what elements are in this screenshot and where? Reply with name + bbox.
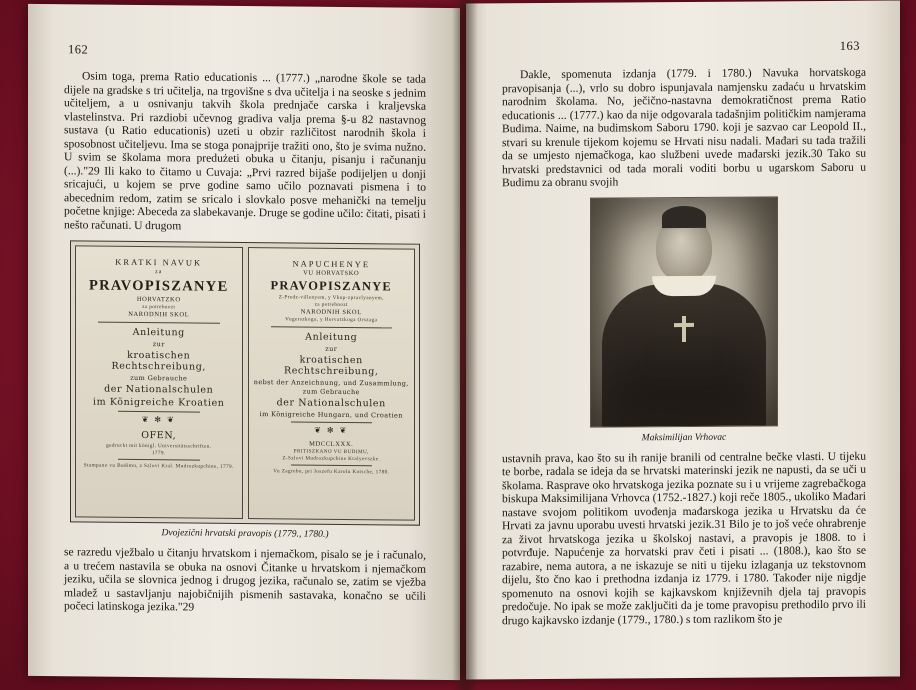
fac-left-german-line2: zur — [152, 340, 165, 349]
right-page-folio: 163 — [839, 38, 860, 53]
fac-right-line4: Z-Predz-villenyem, y Vkup-zpravlyanyem, — [278, 294, 384, 302]
fac-left-line4: HORVATZKO — [136, 295, 181, 304]
left-page — [28, 4, 460, 680]
fac-right-german-line1: Anleitung — [305, 331, 358, 344]
fac-right-imprint-press: Z-Szlovi Mudrozkupchine Kralyevszke. — [282, 455, 381, 463]
fac-left-german-line3: kroatischen Rechtschreibung, — [111, 349, 207, 373]
fac-right-line3: PRAVOPISZANYE — [270, 278, 392, 294]
fac-right-german-line3: kroatischen Rechtschreibung, — [283, 354, 379, 378]
fac-left-line3: PRAVOPISZANYE — [88, 277, 229, 295]
fac-right-german-line7: im Königreiche Hungarn, und Croatien — [259, 410, 403, 420]
fac-left-german-line1: Anleitung — [132, 326, 185, 339]
fac-right-imprint-place: PRITISZKANO VU BUDIMU, — [293, 448, 369, 456]
open-book — [14, 0, 904, 690]
fac-right-line6: NARODNIH SKOL — [300, 308, 362, 317]
fac-right-german-line2: zur — [325, 344, 338, 353]
fac-right-german-line6: der Nationalschulen — [276, 397, 386, 410]
fac-left-imprint-press: gedruckt mit königl. Universitätsschriften. — [106, 442, 212, 450]
fac-right-ornament-icon: ❦ ✻ ❦ — [314, 425, 349, 436]
fac-left-german-line5: der Nationalschulen — [104, 383, 214, 396]
fac-left-german-line4: zum Gebrauche — [130, 373, 188, 383]
fac-right-line5: za potrebnozt — [314, 301, 348, 308]
fac-left-ornament-icon: ❦ ✻ ❦ — [141, 415, 176, 425]
fac-right-footline: Vu Zagrebu, pri Joszefu Karolu Kotsche, 1780. — [273, 468, 390, 476]
fac-right-german-line5: zum Gebrauche — [302, 387, 360, 397]
right-page — [466, 0, 900, 679]
portrait-caption: Maksimilijan Vrhovac — [641, 431, 727, 443]
fac-right-line2: VU HORVATSKO — [303, 269, 360, 278]
left-paragraph-1: Osim toga, prema Ratio educationis ... (1777.) „narodne škole se tada dijele na gradske s tri učitelja, na trgovišne s dva učitelja i na seoske s jednim učiteljem, a u osnivanju takvih škola prednjače carska i kraljevska vlastelinstva. Pri razdiobi učevnog gradiva valja prema §-u 82 nastavnog sustava (u Ratio educationis) uzeti u obzir različitost narodnih škola i sposobnost učiteljevu. Ima se stoga ponajprije tražiti ono, što je svima nužno. U svim se školama mora predużeti obuka u čitanju, pisanju i računanju (...)."29 Ili kako to čitamo u Cuvaja: „Prvi razred bijaše podijeljen u donji sricajući, u kojem se prve godine samo učilo poznavati pismena i to abecednim redom, zatim se sricalo i slovkalo posve mehanički na temelju početne knjige: Abeceda za slabekavanje. Druge se godine učilo: čitati, pisati i nešto računati. U drugom — [64, 69, 426, 232]
fac-left-line6: NARODNIH SKOL — [128, 310, 190, 319]
facsimile-caption: Dvojezični hrvatski pravopis (1779., 1780.) — [161, 527, 329, 540]
portrait-vignette — [591, 197, 777, 426]
fac-left-line5: za potrebnozt — [142, 304, 176, 311]
fac-left-imprint-year: 1779. — [151, 450, 166, 457]
fac-left-line2: za — [155, 269, 163, 276]
fac-left-line1: KRATKI NAVUK — [115, 256, 203, 268]
right-paragraph-2: ustavnih prava, kao što su ih ranije branili od centralne bečke vlasti. U tijeku te borbe, radala se ideja da se hrvatski materinski jezik ne napusti, da se uči u školama. Rasprave oko hrvatskoga jezika poznate su i u vrijeme zagrebačkoga biskupa Maksimilijana Vrhovca (1752.-1827.) koji reče 1805., ukoliko Mađari nastave svojom politikom uvođenja mađarskoga jezika u Hrvatsku da će Hrvati za javnu uporabu uvesti hrvatski jezik.31 Bilo je to još veće ohrabrenje za život hrvatskoga jezika u školskoj nastavi, a pravopis je 1808. to i potvrđuje. Napućenje za horvatski prav četi i pisati ... (1808.), kao što se razabire, nema autora, a ne iskazuje se niti u tijeku izlaganja uz tekstovnom dijelu, što čno kao i prethodna izdanja iz 1779. i 1780. Također nije nigdje spomenuto na osnovi kojih se kajkavskom književnih djela taj pravopis predočuje. No ipak se može zaključiti da je tome pravopisu prethodilo prvo ili drugo kajkavsko izdanje (1779., 1780.) s tom razlikom što je — [502, 449, 866, 627]
fac-right-line1: NAPUCHENYE — [292, 258, 371, 270]
fac-right-line7: Vugerszkoga, y Horvatzkoga Orszaga — [285, 316, 378, 324]
fac-right-imprint-year-roman: MDCCLXXX. — [309, 440, 354, 449]
portrait-engraving — [590, 196, 778, 427]
portrait-figure — [502, 195, 866, 428]
left-paragraph-2: se razredu vježbalo u čitanju hrvatskom i njemačkom, pisalo se je i računalo, a u trećem nastavila se obuka na osnovi Čitanke u hrvatskom i njemačkom jeziku, učila se slovnica jednog i drugog jezika, računalo se, zatim se vježba mladež u sastavljanju najobičnijih pismenih sastavaka, konačno se učili počeci latinskoga jezika."29 — [64, 545, 426, 614]
fac-left-imprint-place: OFEN, — [141, 430, 177, 442]
facsimile-figure — [70, 240, 420, 525]
right-paragraph-1: Dakle, spomenuta izdanja (1779. i 1780.) Navuka horvatskoga pravopisanja (...), vrlo su dobro ispunjavala namjensku zadaću u hrvatskim narodnim školama. No, ječično-nastavna demokratičnost prema Ratio educationis ... (1777.) kao da nije odgovarala tadašnjim političkim namjerama Budima. Naime, na budimskom Saboru 1790. koji je sazvao car Leopold II., stvari su krenule tijekom kojemu se Hrvati nisu nadali. Mađari su tada tražili da se umjesto njemačkoga, kao službeni uvede mađarski jezik.30 Tako su hrvatski predstavnici od tada morali voditi borbu u ugarskom Saboru u Budimu za obranu svojih — [502, 65, 866, 190]
left-page-folio: 162 — [68, 42, 89, 57]
fac-left-footline: Stampano vu Budimu, z Szlovi Kral. Mudrozkupchine, 1779. — [83, 462, 234, 470]
facsimile-left-title-page — [75, 245, 243, 519]
fac-left-german-line6: im Königreiche Kroatien — [92, 396, 225, 409]
fac-right-german-line4: nebst der Anzeichnung, und Zusammlung, — [253, 378, 409, 388]
facsimile-right-title-page — [248, 247, 416, 521]
